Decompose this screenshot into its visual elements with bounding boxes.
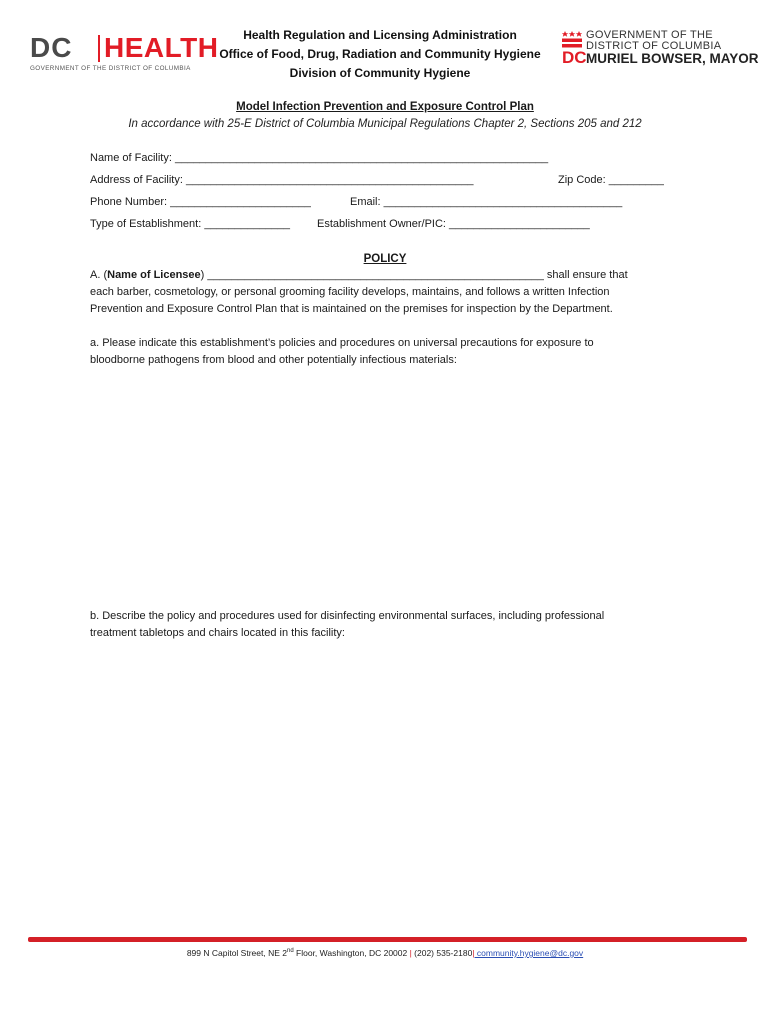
footer-email-link[interactable]: community.hygiene@dc.gov <box>474 948 584 958</box>
policy-statement-a <box>90 267 670 318</box>
licensee-label: Name of Licensee <box>107 269 201 281</box>
dc-health-logo <box>30 32 219 74</box>
answer-b-area[interactable] <box>90 645 670 925</box>
question-a-line-2: bloodborne pathogens from blood and other potentially infectious materials: <box>90 354 457 366</box>
footer-contact <box>0 948 770 958</box>
policy-a-line-1 <box>90 267 670 284</box>
facility-name-field[interactable]: Name of Facility: _____________________________________________________________ <box>90 152 549 164</box>
owner-pic-field[interactable]: Establishment Owner/PIC: _______________________ <box>317 218 590 230</box>
gov-line-2: DISTRICT OF COLUMBIA <box>586 40 722 52</box>
header-line-1: Health Regulation and Licensing Administration <box>243 28 517 42</box>
agency-header <box>205 26 555 83</box>
zip-code-field[interactable]: Zip Code: _________ <box>558 174 664 186</box>
answer-a-area[interactable] <box>90 372 670 602</box>
licensee-name-field[interactable]: ) _______________________________________________________ shall ensure that <box>200 269 628 281</box>
policy-a-prefix: A. ( <box>90 269 108 281</box>
gov-dc-mark: DC <box>562 48 587 67</box>
question-a-line-1: a. Please indicate this establishment’s policies and procedures on universal precautions for exposure to <box>90 337 594 349</box>
question-b <box>90 608 670 642</box>
gov-line-1: GOVERNMENT OF THE <box>586 29 713 41</box>
footer-separator-1: | <box>409 948 412 958</box>
dc-government-logo <box>562 29 759 70</box>
logo-tagline: GOVERNMENT OF THE DISTRICT OF COLUMBIA <box>30 65 191 72</box>
facility-address-field[interactable]: Address of Facility: _______________________________________________ <box>90 174 474 186</box>
footer-separator-2: | <box>472 948 475 958</box>
logo-divider <box>98 35 100 62</box>
establishment-type-field[interactable]: Type of Establishment: ______________ <box>90 218 290 230</box>
email-field[interactable]: Email: _______________________________________ <box>350 196 623 208</box>
question-b-line-2: treatment tabletops and chairs located in this facility: <box>90 627 345 639</box>
question-b-line-1: b. Describe the policy and procedures used for disinfecting environmental surfaces, including professional <box>90 610 605 622</box>
phone-number-field[interactable]: Phone Number: _______________________ <box>90 196 311 208</box>
header-line-3: Division of Community Hygiene <box>289 66 471 80</box>
policy-heading: POLICY <box>363 253 407 265</box>
header-line-2: Office of Food, Drug, Radiation and Community Hygiene <box>219 47 541 61</box>
document-title: Model Infection Prevention and Exposure Control Plan <box>236 101 534 113</box>
footer-divider <box>28 937 747 942</box>
policy-a-line-2: each barber, cosmetology, or personal grooming facility develops, maintains, and follows a written Infection <box>90 286 610 298</box>
footer-phone: (202) 535-2180 <box>411 948 473 958</box>
mayor-name: MURIEL BOWSER, MAYOR <box>586 51 759 66</box>
dc-flag-icon <box>562 30 582 48</box>
policy-a-line-3: Prevention and Exposure Control Plan that is maintained on the premises for inspection by the Department. <box>90 303 613 315</box>
document-subtitle: In accordance with 25-E District of Columbia Municipal Regulations Chapter 2, Sections 205 and 212 <box>128 118 642 130</box>
footer-address-post: Floor, Washington, DC 20002 <box>293 948 410 958</box>
question-a <box>90 335 670 369</box>
footer-address-pre: 899 N Capitol Street, NE 2 <box>186 948 287 958</box>
footer-address-sup: nd <box>286 948 294 955</box>
logo-dc-text: DC <box>30 32 73 63</box>
logo-health-text: HEALTH <box>104 32 219 63</box>
